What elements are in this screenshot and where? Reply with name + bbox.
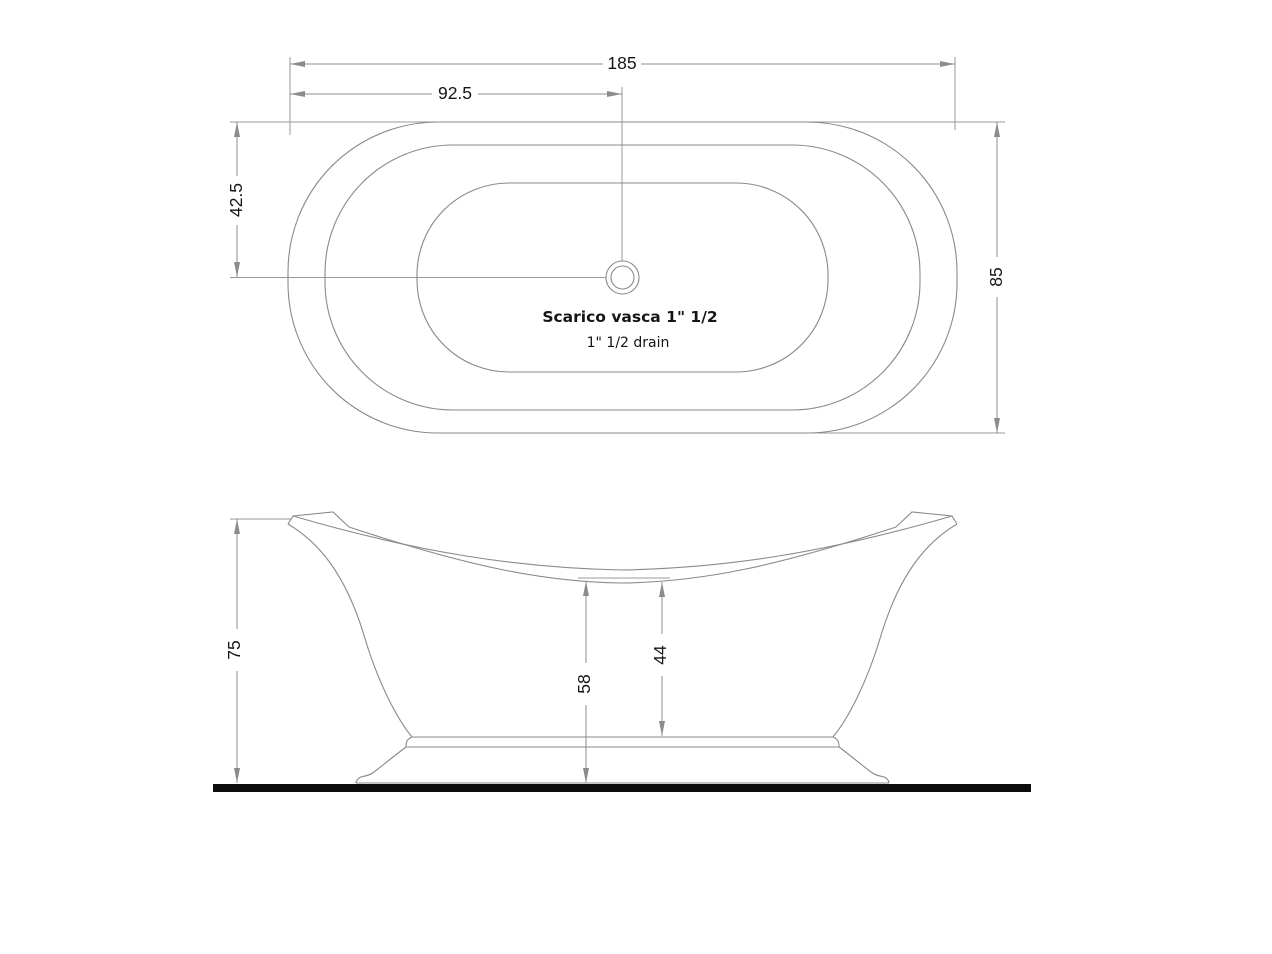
arrow-85-top bbox=[994, 122, 1000, 137]
arrow-42-5-bottom bbox=[234, 262, 240, 277]
dim-label-58: 58 bbox=[574, 674, 594, 694]
rim-right-tip bbox=[896, 512, 957, 527]
dim-label-85: 85 bbox=[986, 267, 1006, 287]
arrow-42-5-top bbox=[234, 122, 240, 137]
drain-note-subtitle: 1" 1/2 drain bbox=[586, 335, 670, 351]
dim-label-185: 185 bbox=[607, 53, 637, 73]
arrow-185-left bbox=[290, 61, 305, 67]
arrow-92-5-right bbox=[607, 91, 622, 97]
front-elevation bbox=[213, 512, 1031, 792]
arrow-58-bottom bbox=[583, 768, 589, 783]
arrow-44-bottom bbox=[659, 721, 665, 736]
dim-label-75: 75 bbox=[224, 640, 244, 660]
body-wall-right bbox=[833, 524, 957, 737]
base-band-right-cap bbox=[833, 737, 839, 747]
arrow-75-bottom bbox=[234, 768, 240, 783]
top-view bbox=[226, 53, 1006, 433]
base-band-left-cap bbox=[406, 737, 412, 747]
arrow-75-top bbox=[234, 519, 240, 534]
pedestal-left-side bbox=[356, 747, 406, 783]
pedestal-right-side bbox=[839, 747, 889, 783]
dim-label-42-5: 42.5 bbox=[226, 182, 246, 218]
arrow-92-5-left bbox=[290, 91, 305, 97]
arrow-58-top bbox=[583, 581, 589, 596]
drain-note-title: Scarico vasca 1" 1/2 bbox=[542, 308, 718, 326]
arrow-85-bottom bbox=[994, 418, 1000, 433]
dim-label-92-5: 92.5 bbox=[437, 83, 473, 103]
rim-top-curve bbox=[293, 516, 952, 570]
dim-label-44: 44 bbox=[650, 645, 670, 665]
rim-left-tip bbox=[288, 512, 349, 527]
body-wall-left bbox=[288, 524, 412, 737]
arrow-185-right bbox=[940, 61, 955, 67]
drain-inner-circle bbox=[611, 266, 634, 289]
arrow-44-top bbox=[659, 582, 665, 597]
ground-line bbox=[213, 784, 1031, 792]
rim-inner-curve bbox=[349, 527, 896, 583]
